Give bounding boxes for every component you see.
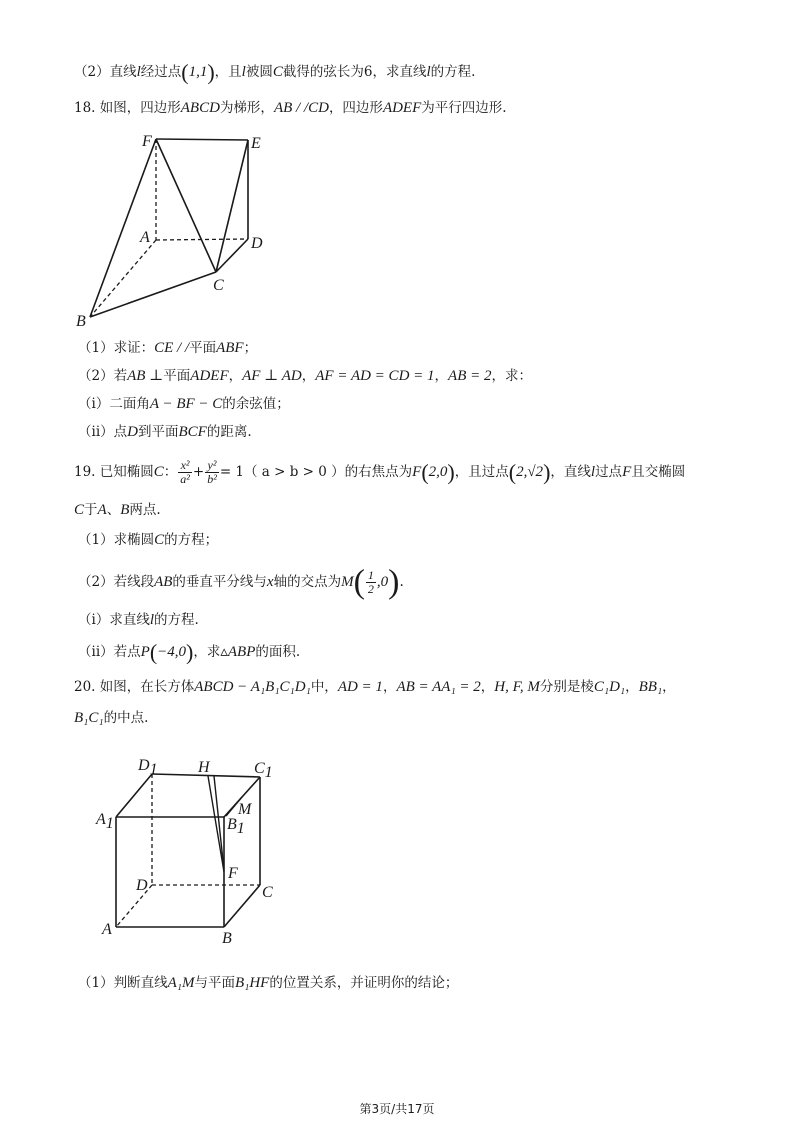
q20-part1: （1）判断直线A₁M与平面B₁HF的位置关系，并证明你的结论； [78, 975, 459, 991]
edge-ec [216, 140, 248, 272]
q19-part2ii: （ii）若点P(−4,0)，求▵ABP的面积. [78, 639, 301, 665]
label-c: C [262, 884, 273, 901]
q18-part2ii: （ii）点D到平面BCF的距离. [78, 424, 252, 440]
label-f: F [142, 133, 152, 150]
page-footer: 第3页/共17页 [359, 1102, 435, 1116]
q18-part2: （2）若AB ⊥平面ADEF，AF ⊥ AD，AF = AD = CD = 1，AB = 2，求： [78, 368, 532, 384]
q18-figure [70, 122, 290, 332]
q19-intro: 19. 已知椭圆C： $\frac{\text{x²}}{\text{a²}}$ + $\frac{\text{y²}}{\text{b²}}$ = 1（ a > b > 0 ）的右焦点为F(2,0)，且过点(2,√2)，直线l过点F且交椭圆 [74, 458, 686, 486]
edge-fc [156, 139, 216, 272]
q20-figure [90, 752, 300, 952]
edge-fb [90, 139, 156, 317]
frac-y2-b2: $\frac{\text{y²}}{\text{b²}}$ [207, 458, 217, 486]
q17-part2-line: （2）直线l经过点(1,1)，且l被圆C截得的弦长为6，求直线l的方程. [74, 59, 476, 85]
edge-a1d1 [116, 774, 152, 817]
label-c: C [213, 277, 224, 294]
q19-intro-line2: C于A、B两点. [74, 502, 161, 518]
label-b: B [76, 313, 86, 330]
label-a: A [102, 921, 112, 938]
label-a1: A1 [96, 811, 114, 832]
q20-intro-line2: B₁C₁的中点. [74, 710, 149, 726]
q20-intro: 20. 如图，在长方体ABCD − A₁B₁C₁D₁中，AD = 1，AB = AA₁ = 2，H, F, M分别是棱C₁D₁，BB₁， [74, 679, 676, 695]
q18-part1: （1）求证：CE / /平面ABF； [78, 340, 258, 356]
q18-intro: 18. 如图，四边形ABCD为梯形，AB / /CD，四边形ADEF为平行四边形. [74, 100, 507, 116]
edge-fe [156, 139, 248, 140]
label-d: D [136, 877, 148, 894]
q19-part2i: （i）求直线l的方程. [78, 612, 199, 628]
label-h: H [198, 759, 210, 776]
label-b: B [222, 930, 232, 947]
q19-part2: （2）若线段AB的垂直平分线与x轴的交点为M( $\frac{1}{2}$ ,0). [78, 563, 404, 601]
label-d1: D1 [138, 757, 158, 778]
label-m: M [238, 801, 252, 818]
q19-part1: （1）求椭圆C的方程； [78, 532, 219, 548]
q18-part2i: （i）二面角A − BF − C的余弦值； [78, 396, 290, 412]
edge-bc [224, 885, 260, 927]
label-e: E [251, 135, 261, 152]
frac-x2-a2: $\frac{\text{x²}}{\text{a²}}$ [180, 458, 190, 486]
label-d: D [251, 235, 263, 252]
label-f: F [228, 865, 238, 882]
label-a: A [140, 229, 150, 246]
label-b1: B1 [227, 816, 245, 837]
label-c1: C1 [254, 760, 273, 781]
frac-one-half: $\frac{1}{2}$ [367, 568, 374, 596]
